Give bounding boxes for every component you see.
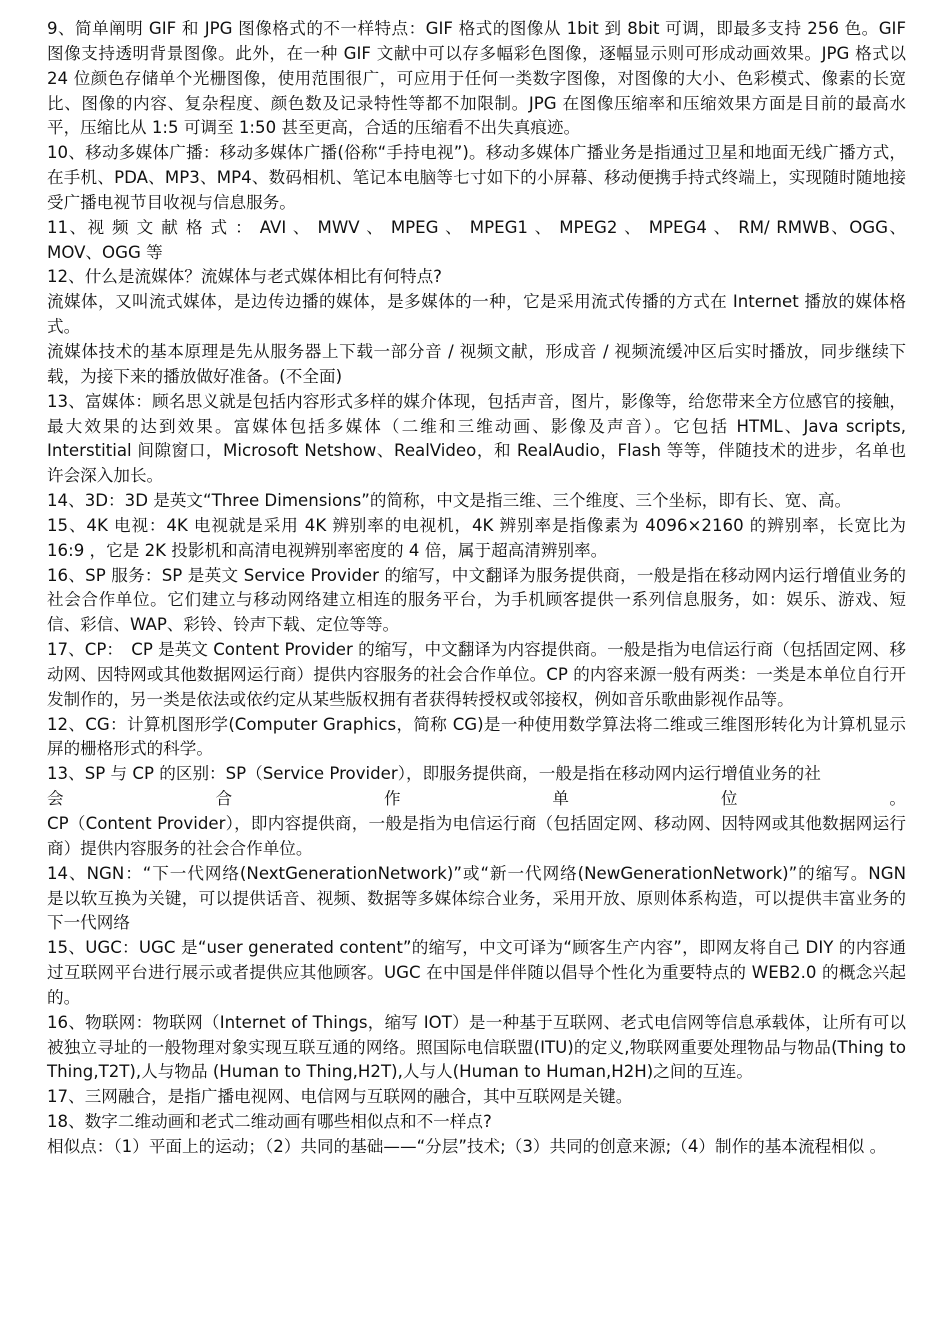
spread-char: 。 — [889, 789, 906, 809]
paragraph-ngn: 14、NGN：“下一代网络(NextGenerationNetwork)”或“新一代网络(NewGenerationNetwork)”的缩写。NGN 是以软互换为关键，可以提供话音、视频、数据等多媒体综合业务，采用开放、原则体系构造，可以提供丰富业务的下一代网络 — [47, 863, 906, 933]
paragraph-streaming-principle: 流媒体技术的基本原理是先从服务器上下载一部分音 / 视频文献，形成音 / 视频流缓冲区后实时播放，同步继续下载，为接下来的播放做好准备。(不全面) — [47, 341, 906, 386]
paragraph-video-formats: 11、视 频 文 献 格 式 ： AVI 、 MWV 、 MPEG 、 MPEG1 、 MPEG2 、 MPEG4 、 RM/ RMWB、OGG、MOV、OGG 等 — [47, 217, 906, 262]
paragraph-sp-cp-difference: 13、SP 与 CP 的区别：SP（Service Provider），即服务提供商，一般是指在移动网内运行增值业务的社 — [47, 764, 821, 784]
spread-char: 合 — [215, 789, 233, 809]
paragraph-4k-tv: 15、4K 电视：4K 电视就是采用 4K 辨别率的电视机，4K 辨别率是指像素为 4096×2160 的辨别率，长宽比为 16:9 ，它是 2K 投影机和高清电视辨别率密度的 4 倍，属于超高清辨别率。 — [47, 515, 906, 560]
spread-char: 会 — [47, 789, 64, 809]
paragraph-streaming-question: 12、什么是流媒体？流媒体与老式媒体相比有何特点? — [47, 267, 442, 287]
spread-char: 单 — [552, 789, 569, 809]
spread-char: 位 — [720, 789, 738, 809]
paragraph-cg: 12、CG：计算机图形学(Computer Graphics，简称 CG)是一种使用数学算法将二维或三维图形转化为计算机显示屏的栅格形式的科学。 — [47, 714, 906, 759]
paragraph-triple-network: 17、三网融合，是指广播电视网、电信网与互联网的融合，其中互联网是关键。 — [47, 1087, 633, 1107]
spread-char: 作 — [383, 789, 401, 809]
paragraph-sp-service: 16、SP 服务：SP 是英文 Service Provider 的缩写，中文翻译为服务提供商，一般是指在移动网内运行增值业务的社会合作单位。它们建立与移动网络建立相连的服务平台，为手机顾客提供一系列信息服务，如：娱乐、游戏、短信、彩信、WAP、彩铃、铃声下载、定位等等。 — [47, 565, 906, 635]
paragraph-animation-question: 18、数字二维动画和老式二维动画有哪些相似点和不一样点? — [47, 1112, 492, 1132]
paragraph-sp-cp-spread-line — [47, 787, 906, 812]
paragraph-mobile-multimedia-broadcast: 10、移动多媒体广播：移动多媒体广播(俗称“手持电视”)。移动多媒体广播业务是指通过卫星和地面无线广播方式，在手机、PDA、MP3、MP4、数码相机、笔记本电脑等七寸如下的小屏幕、移动便携手持式终端上，实现随时随地接受广播电视节目收视与信息服务。 — [47, 143, 906, 212]
paragraph-cp-definition: CP（Content Provider），即内容提供商，一般是指为电信运行商（包括固定网、移动网、因特网或其他数据网运行商）提供内容服务的社会合作单位。 — [47, 814, 906, 858]
paragraph-ugc: 15、UGC：UGC 是“user generated content”的缩写，中文可译为“顾客生产内容”，即网友将自己 DIY 的内容通过互联网平台进行展示或者提供应其他顾客。UGC 在中国是伴伴随以倡导个性化为重要特点的 WEB2.0 的概念兴起的。 — [47, 938, 906, 1007]
paragraph-gif-jpg: 9、简单阐明 GIF 和 JPG 图像格式的不一样特点：GIF 格式的图像从 1bit 到 8bit 可调，即最多支持 256 色。GIF 图像支持透明背景图像。此外，在一种 GIF 文献中可以存多幅彩色图像，逐幅显示则可形成动画效果。JPG 格式以 24 位颜色存储单个光栅图像，使用范围很广，可应用于任何一类数字图像，对图像的大小、色彩模式、像素的长宽比、图像的内容、复杂程度、颜色数及记录特性等都不加限制。JPG 在图像压缩率和压缩效果方面是目前的最高水平，压缩比从 1:5 可调至 1:50 甚至更高，合适的压缩看不出失真痕迹。 — [47, 19, 906, 138]
paragraph-cp: 17、CP： CP 是英文 Content Provider 的缩写，中文翻译为内容提供商。一般是指为电信运行商（包括固定网、移动网、因特网或其他数据网运行商）提供内容服务的社会合作单位。CP 的内容来源一般有两类：一类是本单位自行开发制作的，另一类是依法或依约定从某些版权拥有者获得转授权或邻接权，例如音乐歌曲影视作品等。 — [47, 640, 906, 709]
paragraph-animation-similarities: 相似点：（1）平面上的运动；（2）共同的基础——“分层”技术;（3）共同的创意来源;（4）制作的基本流程相似 。 — [47, 1136, 887, 1156]
paragraph-iot: 16、物联网：物联网（Internet of Things，缩写 IOT）是一种基于互联网、老式电信网等信息承载体，让所有可以被独立寻址的一般物理对象实现互联互通的网络。照国际电信联盟(ITU)的定义,物联网重要处理物品与物品(Thing to Thing,T2T),人与物品 (Human to Thing,H2T),人与人(Human to Human,H2H)之间的互连。 — [47, 1012, 906, 1082]
paragraph-3d: 14、3D：3D 是英文“Three Dimensions”的简称，中文是指三维、三个维度、三个坐标，即有长、宽、高。 — [47, 491, 852, 511]
paragraph-rich-media: 13、富媒体：顾名思义就是包括内容形式多样的媒介体现，包括声音，图片，影像等，给您带来全方位感官的接触，最大效果的达到效果。富媒体包括多媒体（二维和三维动画、影像及声音）。它包括 HTML、Java scripts, Interstitial 间隙窗口，Microsoft Netshow、RealVideo，和 RealAudio，Flash 等等，伴随技术的进步，名单也许会深入加长。 — [47, 391, 906, 486]
paragraph-streaming-definition: 流媒体，又叫流式媒体，是边传边播的媒体，是多媒体的一种，它是采用流式传播的方式在 Internet 播放的媒体格式。 — [47, 292, 906, 337]
